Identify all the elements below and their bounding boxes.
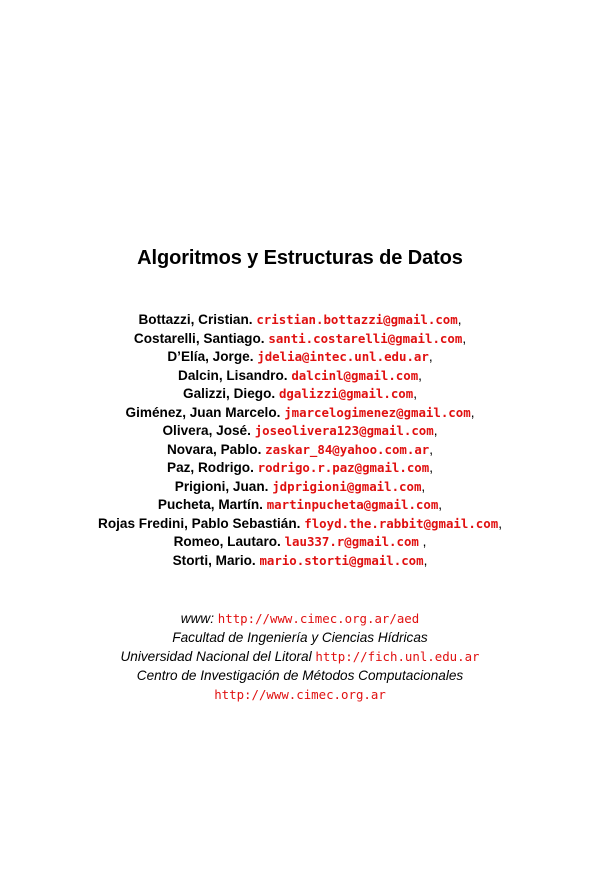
author-separator: , [429, 460, 433, 475]
author-entry [0, 441, 600, 460]
author-list [0, 311, 600, 570]
author-entry [0, 552, 600, 571]
author-name: Storti, Mario. [172, 552, 256, 568]
author-name: D’Elía, Jorge. [167, 349, 254, 364]
author-entry [0, 348, 600, 367]
author-separator: , [498, 515, 502, 531]
www-line [0, 609, 600, 628]
author-separator: , [470, 404, 475, 420]
author-name: Galizzi, Diego. [183, 386, 276, 401]
author-entry [0, 311, 600, 330]
author-separator: , [413, 386, 417, 401]
author-name: Olivera, José. [162, 423, 251, 438]
author-entry [0, 367, 600, 386]
author-email-link[interactable]: cristian.bottazzi@gmail.com [256, 312, 458, 327]
author-name: Romeo, Lautaro. [173, 534, 281, 549]
university-name: Universidad Nacional del Litoral [120, 649, 312, 664]
author-email-link[interactable]: lau337.r@gmail.com [284, 534, 419, 549]
university-url-link[interactable]: http://fich.unl.edu.ar [315, 649, 480, 664]
www-label: www: [180, 611, 215, 626]
document-title: Algoritmos y Estructuras de Datos [137, 247, 463, 269]
center-url-line [0, 685, 600, 704]
author-entry [0, 533, 600, 552]
author-separator: , [421, 478, 426, 494]
author-name: Bottazzi, Cristian. [138, 312, 253, 327]
www-url-link[interactable]: http://www.cimec.org.ar/aed [217, 611, 420, 626]
author-separator: , [429, 441, 434, 457]
author-entry [0, 478, 600, 497]
author-email-link[interactable]: floyd.the.rabbit@gmail.com [304, 515, 499, 531]
author-email-link[interactable]: jdprigioni@gmail.com [272, 478, 422, 494]
author-email-link[interactable]: zaskar_84@yahoo.com.ar [265, 441, 430, 457]
author-email-link[interactable]: mario.storti@gmail.com [259, 552, 424, 568]
author-email-link[interactable]: jmarcelogimenez@gmail.com [284, 404, 471, 420]
author-name: Rojas Fredini, Pablo Sebastián. [98, 515, 301, 531]
author-separator: , [438, 497, 443, 512]
author-email-link[interactable]: dgalizzi@gmail.com [278, 386, 414, 401]
author-email-link[interactable]: rodrigo.r.paz@gmail.com [257, 460, 430, 475]
author-name: Pucheta, Martín. [157, 497, 263, 512]
author-separator: , [428, 349, 433, 364]
center-url-link[interactable]: http://www.cimec.org.ar [214, 687, 386, 702]
author-separator: , [418, 534, 427, 549]
author-name: Costarelli, Santiago. [133, 330, 265, 346]
author-entry [0, 459, 600, 478]
footer-info [0, 609, 600, 704]
author-entry [0, 515, 600, 534]
author-name: Giménez, Juan Marcelo. [125, 404, 281, 420]
author-separator: , [418, 367, 422, 383]
author-separator: , [457, 312, 462, 327]
author-name: Prigioni, Juan. [174, 478, 269, 494]
university-line [0, 647, 600, 666]
author-name: Paz, Rodrigo. [167, 460, 254, 475]
author-name: Dalcin, Lisandro. [178, 367, 288, 383]
author-entry [0, 330, 600, 349]
author-email-link[interactable]: jdelia@intec.unl.edu.ar [257, 349, 429, 364]
author-entry [0, 422, 600, 441]
author-email-link[interactable]: martinpucheta@gmail.com [266, 497, 439, 512]
author-email-link[interactable]: joseolivera123@gmail.com [254, 423, 434, 438]
author-email-link[interactable]: santi.costarelli@gmail.com [268, 330, 463, 346]
author-entry [0, 385, 600, 404]
author-separator: , [423, 552, 428, 568]
author-separator: , [462, 330, 467, 346]
author-entry [0, 496, 600, 515]
center-line: Centro de Investigación de Métodos Computacionales [136, 668, 464, 683]
author-name: Novara, Pablo. [166, 441, 262, 457]
faculty-line: Facultad de Ingeniería y Ciencias Hídricas [172, 630, 428, 645]
author-email-link[interactable]: dalcinl@gmail.com [291, 367, 419, 383]
author-separator: , [433, 423, 438, 438]
author-entry [0, 404, 600, 423]
